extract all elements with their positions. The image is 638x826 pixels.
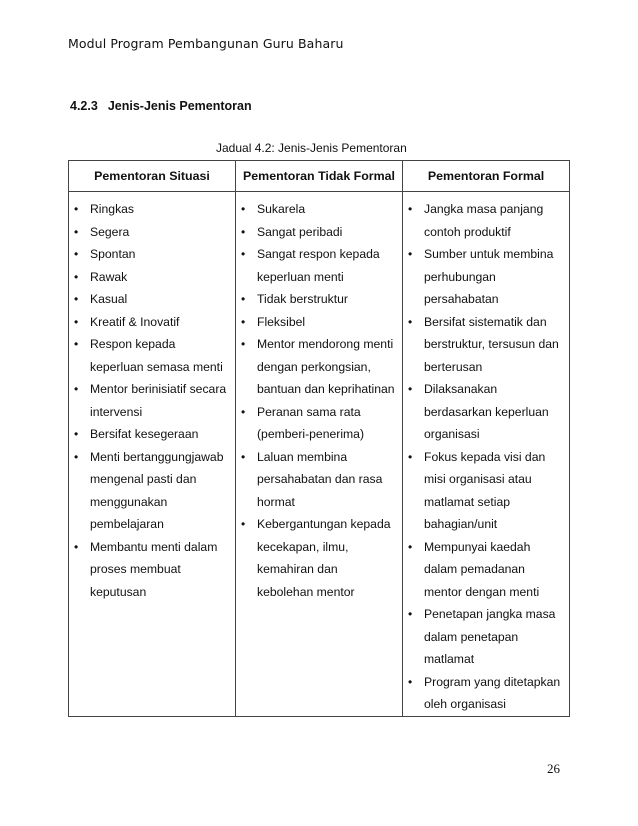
list-item-line: intervensi: [90, 404, 143, 419]
bullet-icon: •: [74, 247, 79, 261]
formal-item-list: [403, 192, 569, 716]
list-item: [74, 243, 233, 266]
list-item-line: Penetapan jangka masa: [424, 607, 556, 621]
bullet-icon: •: [74, 224, 79, 239]
list-item-line: bantuan dan keprihatinan: [257, 382, 395, 396]
list-item: [74, 288, 233, 311]
bullet-icon: •: [241, 449, 246, 464]
list-item-line: Bersifat sistematik dan: [424, 314, 547, 329]
mentoring-types-table: [68, 160, 570, 717]
list-item-line: mentor dengan menti: [424, 584, 540, 599]
list-item-line: (pemberi-penerima): [257, 427, 365, 441]
list-item: [408, 378, 567, 446]
list-item-line: berstruktur, tersusun dan: [424, 337, 559, 351]
list-item: [241, 513, 400, 603]
list-item-line: Program yang ditetapkan: [424, 674, 561, 689]
list-item-line: Jangka masa panjang: [424, 202, 544, 216]
list-item: [74, 536, 233, 604]
bullet-icon: •: [241, 224, 246, 239]
list-item: [74, 198, 233, 221]
list-item: [241, 198, 400, 221]
list-item-line: Kreatif & Inovatif: [90, 314, 180, 329]
list-item-line: kebolehan mentor: [257, 584, 355, 599]
bullet-icon: •: [408, 607, 413, 621]
bullet-icon: •: [408, 674, 413, 689]
list-item-line: Rawak: [90, 269, 128, 284]
list-item-line: Fleksibel: [257, 314, 306, 329]
bullet-icon: •: [408, 202, 413, 216]
list-item-line: oleh organisasi: [424, 697, 506, 711]
list-item: [241, 288, 400, 311]
list-item-line: Kebergantungan kepada: [257, 517, 391, 531]
list-item-line: Mentor berinisiatif secara: [90, 382, 227, 396]
section-number: 4.2.3: [70, 99, 98, 113]
list-item-line: contoh produktif: [424, 224, 511, 239]
list-item-line: berterusan: [424, 359, 483, 374]
bullet-icon: •: [74, 314, 79, 329]
list-item: [241, 221, 400, 244]
list-item-line: Peranan sama rata: [257, 404, 361, 419]
bullet-icon: •: [408, 314, 413, 329]
list-item-line: Menti bertanggungjawab: [90, 449, 224, 464]
list-item-line: Spontan: [90, 247, 136, 261]
bullet-icon: •: [241, 517, 246, 531]
list-item-line: kecekapan, ilmu,: [257, 539, 349, 554]
list-item: [408, 671, 567, 716]
list-item: [241, 401, 400, 446]
list-item-line: proses membuat: [90, 562, 181, 576]
bullet-icon: •: [74, 202, 79, 216]
column-cell-informal: [236, 192, 403, 717]
table-caption: Jadual 4.2: Jenis-Jenis Pementoran: [216, 141, 407, 155]
section-heading: [70, 99, 252, 113]
bullet-icon: •: [74, 337, 79, 351]
bullet-icon: •: [241, 202, 246, 216]
column-header-informal: Pementoran Tidak Formal: [236, 161, 403, 192]
list-item-line: kemahiran dan: [257, 562, 338, 576]
list-item-line: Membantu menti dalam: [90, 539, 218, 554]
page-number: 26: [547, 761, 560, 776]
list-item: [74, 311, 233, 334]
list-item-line: Mempunyai kaedah: [424, 539, 531, 554]
list-item: [74, 266, 233, 289]
bullet-icon: •: [408, 382, 413, 396]
list-item-line: Ringkas: [90, 202, 135, 216]
list-item: [408, 603, 567, 671]
list-item-line: dalam penetapan: [424, 629, 519, 644]
list-item-line: berdasarkan keperluan: [424, 404, 549, 419]
list-item-line: perhubungan: [424, 269, 496, 284]
list-item-line: matlamat: [424, 652, 475, 666]
list-item: [241, 311, 400, 334]
list-item-line: Bersifat kesegeraan: [90, 427, 199, 441]
list-item: [74, 446, 233, 536]
bullet-icon: •: [241, 292, 246, 306]
bullet-icon: •: [74, 449, 79, 464]
bullet-icon: •: [408, 247, 413, 261]
bullet-icon: •: [241, 337, 246, 351]
list-item-line: mengenal pasti dan: [90, 472, 197, 486]
bullet-icon: •: [241, 247, 246, 261]
situational-item-list: [69, 192, 235, 603]
table-body-row: [69, 192, 570, 717]
list-item-line: Mentor mendorong menti: [257, 337, 394, 351]
list-item: [241, 243, 400, 288]
list-item: [408, 311, 567, 379]
bullet-icon: •: [408, 539, 413, 554]
list-item-line: dalam pemadanan: [424, 562, 525, 576]
list-item-line: Kasual: [90, 292, 128, 306]
informal-item-list: [236, 192, 402, 603]
list-item-line: matlamat setiap: [424, 494, 511, 509]
bullet-icon: •: [241, 314, 246, 329]
list-item-line: dengan perkongsian,: [257, 359, 371, 374]
bullet-icon: •: [408, 449, 413, 464]
list-item-line: menggunakan: [90, 494, 168, 509]
bullet-icon: •: [74, 269, 79, 284]
list-item-line: keputusan: [90, 584, 147, 599]
column-cell-formal: [403, 192, 570, 717]
running-header: Modul Program Pembangunan Guru Baharu: [68, 36, 344, 51]
list-item-line: persahabatan: [424, 292, 499, 306]
list-item-line: Respon kepada: [90, 337, 176, 351]
list-item: [408, 243, 567, 311]
column-cell-situational: [69, 192, 236, 717]
list-item: [74, 333, 233, 378]
list-item-line: Laluan membina: [257, 449, 348, 464]
list-item-line: keperluan menti: [257, 269, 344, 284]
list-item-line: bahagian/unit: [424, 517, 498, 531]
list-item-line: misi organisasi atau: [424, 472, 532, 486]
list-item-line: keperluan semasa menti: [90, 359, 223, 374]
list-item-line: Sangat peribadi: [257, 224, 343, 239]
bullet-icon: •: [74, 382, 79, 396]
column-header-formal: Pementoran Formal: [403, 161, 570, 192]
section-title: Jenis-Jenis Pementoran: [107, 99, 252, 113]
list-item: [408, 198, 567, 243]
list-item-line: Dilaksanakan: [424, 382, 498, 396]
list-item-line: Sukarela: [257, 202, 306, 216]
list-item-line: Sangat respon kepada: [257, 247, 380, 261]
list-item: [408, 446, 567, 536]
list-item: [408, 536, 567, 604]
list-item-line: Sumber untuk membina: [424, 247, 554, 261]
table-header-row: [69, 161, 570, 192]
list-item-line: Segera: [90, 224, 130, 239]
list-item: [241, 446, 400, 514]
bullet-icon: •: [74, 539, 79, 554]
list-item: [74, 378, 233, 423]
list-item-line: pembelajaran: [90, 517, 164, 531]
list-item: [241, 333, 400, 401]
list-item-line: persahabatan dan rasa: [257, 472, 383, 486]
bullet-icon: •: [241, 404, 246, 419]
list-item-line: organisasi: [424, 427, 480, 441]
column-header-situational: Pementoran Situasi: [69, 161, 236, 192]
list-item: [74, 423, 233, 446]
list-item-line: hormat: [257, 494, 295, 509]
list-item-line: Tidak berstruktur: [257, 292, 348, 306]
list-item: [74, 221, 233, 244]
bullet-icon: •: [74, 427, 79, 441]
list-item-line: Fokus kepada visi dan: [424, 449, 546, 464]
bullet-icon: •: [74, 292, 79, 306]
